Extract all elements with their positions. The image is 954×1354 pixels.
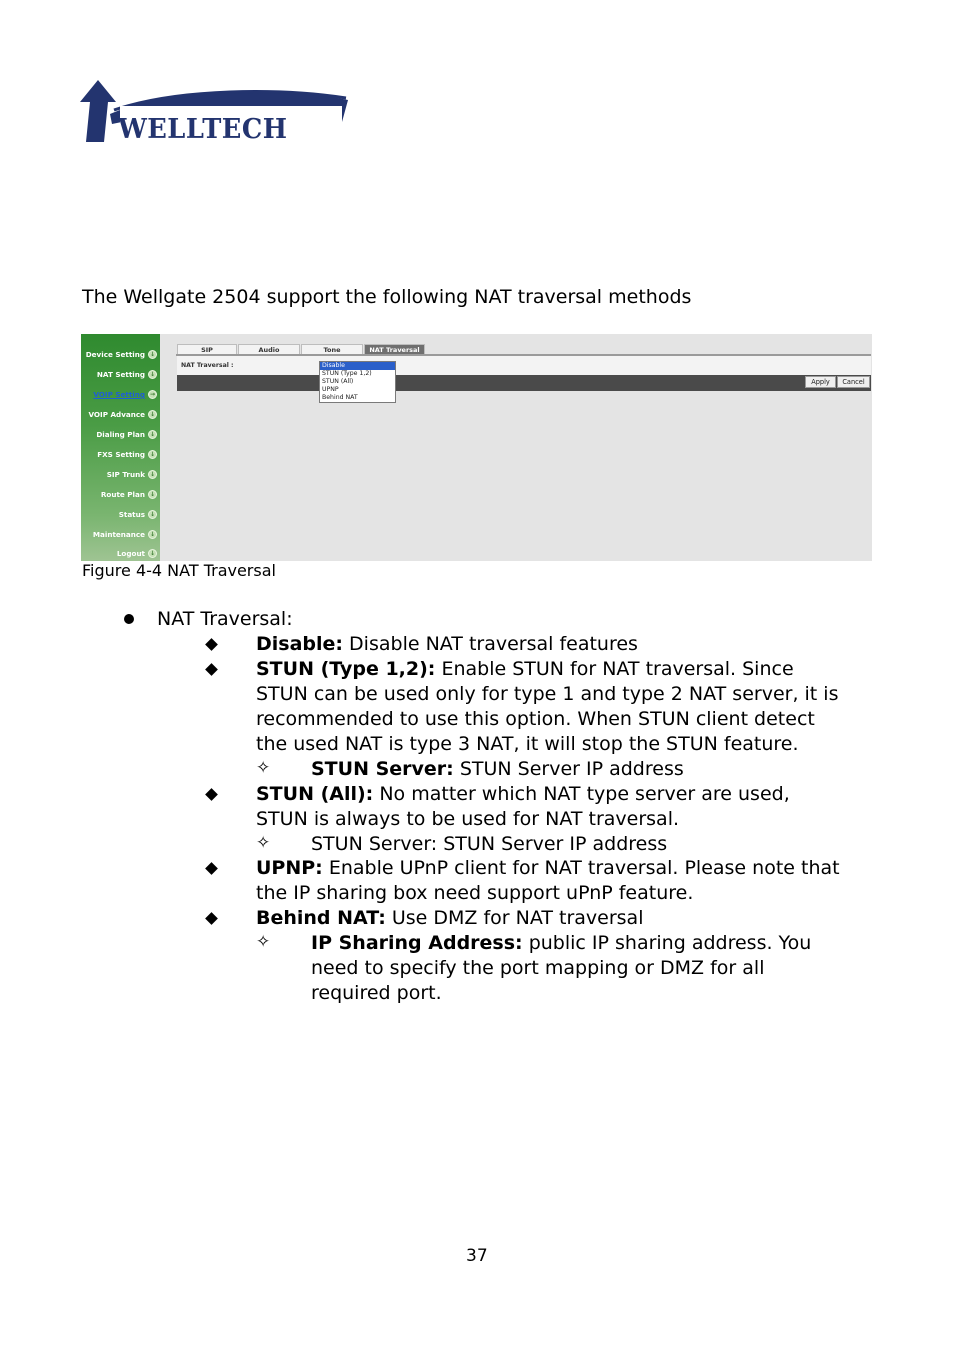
arrow-down-icon: ↓ (149, 491, 156, 498)
diamond-bullet-icon (205, 663, 218, 676)
list-heading: NAT Traversal: (157, 608, 293, 630)
list-item: Disable: Disable NAT traversal features (256, 633, 638, 655)
sidebar-item-fxs-setting[interactable]: FXS Setting ↓ (97, 450, 156, 459)
diamond-bullet-icon (205, 788, 218, 801)
sidebar-item-device-setting[interactable]: Device Setting ↓ (85, 350, 156, 359)
sub-item-text: need to specify the port mapping or DMZ for all (311, 957, 765, 979)
sub-item: IP Sharing Address: public IP sharing address. You (311, 932, 812, 954)
list-item-text: STUN can be used only for type 1 and type 2 NAT server, it is (256, 683, 839, 705)
diamond-bullet-icon (205, 862, 218, 875)
sparkle-bullet-icon: ✧ (256, 932, 271, 952)
tab-audio[interactable]: Audio (238, 344, 300, 354)
dropdown-option-upnp[interactable]: UPNP (322, 386, 339, 393)
arrow-down-icon: ↓ (149, 431, 156, 438)
sidebar-item-maintenance[interactable]: Maintenance ↓ (92, 530, 156, 539)
list-item-text: recommended to use this option. When STUN client detect (256, 708, 815, 730)
tab-nat-traversal[interactable]: NAT Traversal (364, 344, 425, 354)
tab-sip[interactable]: SIP (177, 344, 237, 354)
dropdown-option-stun-type12[interactable]: STUN (Type 1,2) (322, 370, 372, 377)
arrow-down-icon: ↓ (149, 411, 156, 418)
arrow-down-icon: ↓ (149, 511, 156, 518)
page-number: 37 (466, 1246, 488, 1266)
tab-tone[interactable]: Tone (301, 344, 363, 354)
arrow-down-icon: ↓ (149, 531, 156, 538)
intro-text: The Wellgate 2504 support the following NAT traversal methods (82, 286, 692, 308)
sidebar-item-logout[interactable]: Logout ↓ (116, 549, 156, 558)
welltech-logo (80, 80, 352, 146)
nat-traversal-dropdown[interactable] (319, 361, 396, 403)
dropdown-option-disable[interactable]: Disable (320, 362, 395, 370)
list-item: Behind NAT: Use DMZ for NAT traversal (256, 907, 644, 929)
list-item: STUN (All): No matter which NAT type server are used, (256, 783, 790, 805)
sub-item: STUN Server: STUN Server IP address (311, 833, 668, 855)
arrow-down-icon: ↓ (149, 451, 156, 458)
dropdown-option-behind-nat[interactable]: Behind NAT (322, 394, 358, 401)
arrow-down-icon: ↓ (149, 351, 156, 358)
sparkle-bullet-icon: ✧ (256, 833, 271, 853)
bullet-dot-icon (124, 614, 134, 624)
list-item: UPNP: Enable UPnP client for NAT traversal. Please note that (256, 857, 840, 879)
cancel-button[interactable]: Cancel (837, 376, 870, 388)
nat-traversal-label: NAT Traversal : (181, 362, 234, 369)
arrow-down-icon: ↓ (149, 550, 156, 557)
nat-traversal-screenshot (81, 334, 872, 561)
apply-button[interactable]: Apply (805, 376, 836, 388)
list-item-text: STUN is always to be used for NAT traversal. (256, 808, 680, 830)
logo-wordmark: WELLTECH (118, 114, 288, 145)
diamond-bullet-icon (205, 912, 218, 925)
sidebar (81, 334, 160, 561)
arrow-right-icon: → (149, 391, 156, 398)
list-item: STUN (Type 1,2): Enable STUN for NAT traversal. Since (256, 658, 794, 680)
sidebar-item-nat-setting[interactable]: NAT Setting ↓ (96, 370, 156, 379)
dropdown-option-stun-all[interactable]: STUN (All) (322, 378, 354, 385)
settings-panel (177, 356, 871, 375)
sidebar-item-status[interactable]: Status ↓ (118, 510, 156, 519)
sub-item-text: required port. (311, 982, 442, 1004)
sparkle-bullet-icon: ✧ (256, 758, 271, 778)
sidebar-item-dialing-plan[interactable]: Dialing Plan ↓ (96, 430, 156, 439)
figure-caption: Figure 4-4 NAT Traversal (82, 561, 276, 580)
arrow-down-icon: ↓ (149, 371, 156, 378)
diamond-bullet-icon (205, 638, 218, 651)
arrow-down-icon: ↓ (149, 471, 156, 478)
sidebar-item-voip-advance[interactable]: VOIP Advance ↓ (88, 410, 156, 419)
sidebar-item-voip-setting[interactable]: VOIP Setting → (93, 390, 156, 399)
list-item-text: the IP sharing box need support uPnP feature. (256, 882, 694, 904)
sub-item: STUN Server: STUN Server IP address (311, 758, 684, 780)
action-bar (177, 375, 871, 391)
sidebar-item-route-plan[interactable]: Route Plan ↓ (100, 490, 156, 499)
list-item-text: the used NAT is type 3 NAT, it will stop the STUN feature. (256, 733, 799, 755)
sidebar-item-sip-trunk[interactable]: SIP Trunk ↓ (106, 470, 156, 479)
